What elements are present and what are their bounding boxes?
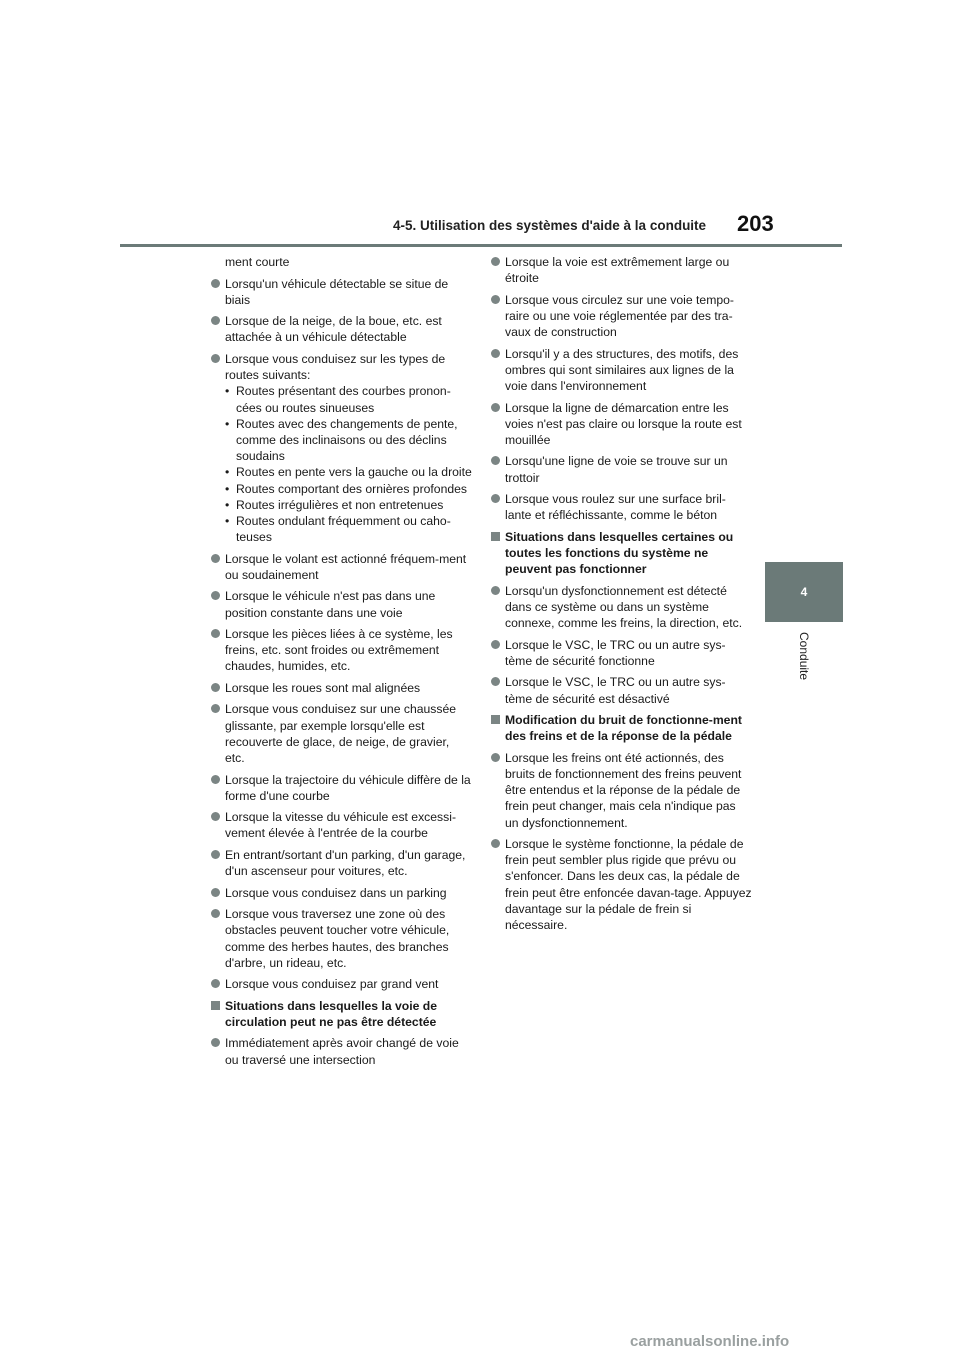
bullet-icon <box>211 683 220 692</box>
bullet-icon <box>211 979 220 988</box>
list-item: Lorsque le volant est actionné fréquem-ment ou soudainement <box>210 551 472 583</box>
bullet-icon <box>491 677 500 686</box>
bullet-icon <box>211 888 220 897</box>
list-item: Lorsque le véhicule n'est pas dans une position constante dans une voie <box>210 588 472 620</box>
right-column <box>490 254 752 939</box>
list-item: ment courte <box>225 255 290 269</box>
list-item: Lorsque vous roulez sur une surface bril-lante et réfléchissante, comme le béton <box>490 491 752 523</box>
bullet-icon <box>211 1038 220 1047</box>
sub-item: • Routes en pente vers la gauche ou la droite <box>225 465 472 480</box>
list-item: En entrant/sortant d'un parking, d'un garage, d'un ascenseur pour voitures, etc. <box>210 847 472 879</box>
bullet-icon <box>491 640 500 649</box>
sub-item: • Routes présentant des courbes pronon-cées ou routes sinueuses <box>225 384 451 415</box>
watermark: carmanualsonline.info <box>630 1333 790 1350</box>
left-column <box>210 254 472 1073</box>
bullet-icon <box>491 586 500 595</box>
bullet-icon <box>491 349 500 358</box>
list-item: Lorsque le système fonctionne, la pédale de frein peut sembler plus rigide que prévu ou s'enfoncer. Dans les deux cas, la pédale de frein peut être enfoncée davan-tage. Appuyez davantage sur la pédale de frein si nécessaire. <box>490 836 752 933</box>
square-bullet-icon <box>491 715 500 724</box>
section-heading: Situations dans lesquelles la voie de circulation peut ne pas être détectée <box>210 998 472 1030</box>
sub-item: • Routes comportant des ornières profondes <box>225 481 468 496</box>
bullet-icon <box>491 494 500 503</box>
list-item: Lorsque les pièces liées à ce système, les freins, etc. sont froides ou extrêmement chaudes, humides, etc. <box>210 626 472 675</box>
square-bullet-icon <box>211 1001 220 1010</box>
list-item: Lorsqu'il y a des structures, des motifs, des ombres qui sont similaires aux lignes de la voie dans l'environnement <box>490 346 752 395</box>
list-item: Lorsque vous conduisez par grand vent <box>210 976 472 992</box>
bullet-icon <box>491 456 500 465</box>
list-item: Lorsque de la neige, de la boue, etc. est attachée à un véhicule détectable <box>210 313 472 345</box>
header-divider <box>120 244 842 247</box>
bullet-icon <box>211 279 220 288</box>
list-item: Lorsque les roues sont mal alignées <box>210 680 472 696</box>
bullet-icon <box>211 629 220 638</box>
list-item: Lorsque la trajectoire du véhicule diffère de la forme d'une courbe <box>210 772 472 804</box>
bullet-icon <box>491 753 500 762</box>
section-title: 4-5. Utilisation des systèmes d'aide à la conduite <box>393 218 707 233</box>
chapter-label: Conduite <box>797 632 811 681</box>
sub-item: • Routes irrégulières et non entretenues <box>225 497 444 512</box>
bullet-icon <box>491 839 500 848</box>
list-item: Lorsqu'une ligne de voie se trouve sur un trottoir <box>490 453 752 485</box>
sub-item: • Routes ondulant fréquemment ou caho-teuses <box>225 513 451 545</box>
list-item: Lorsque la voie est extrêmement large ou étroite <box>490 254 752 286</box>
bullet-icon <box>211 812 220 821</box>
list-item: Lorsque les freins ont été actionnés, des bruits de fonctionnement des freins peuvent être entendus et la réponse de la pédale de frein peut changer, mais cela n'indique pas un dysfonctionnement. <box>490 750 752 831</box>
bullet-icon <box>211 704 220 713</box>
sub-item: • Routes avec des changements de pente, comme des inclinaisons ou des déclins soudains <box>225 416 458 464</box>
bullet-icon <box>211 591 220 600</box>
bullet-icon <box>211 850 220 859</box>
list-item: Lorsque vous circulez sur une voie tempo-raire ou une voie réglementée par des tra-vaux de construction <box>490 292 752 341</box>
list-item: Lorsque vous traversez une zone où des obstacles peuvent toucher votre véhicule, comme des herbes hautes, des branches d'arbre, un rideau, etc. <box>210 906 472 971</box>
list-item: Lorsque le VSC, le TRC ou un autre sys-tème de sécurité fonctionne <box>490 637 752 669</box>
list-item: Lorsque la ligne de démarcation entre les voies n'est pas claire ou lorsque la route est mouillée <box>490 400 752 449</box>
bullet-icon <box>491 295 500 304</box>
chapter-number: 4 <box>800 585 808 599</box>
list-item: Lorsque la vitesse du véhicule est excessi-vement élevée à l'entrée de la courbe <box>210 809 472 841</box>
list-item: Lorsqu'un dysfonctionnement est détecté dans ce système ou dans un système connexe, comme les freins, la direction, etc. <box>490 583 752 632</box>
bullet-icon <box>211 316 220 325</box>
bullet-icon <box>491 403 500 412</box>
list-item: Lorsqu'un véhicule détectable se situe de biais <box>210 276 472 308</box>
list-item: Lorsque le VSC, le TRC ou un autre sys-tème de sécurité est désactivé <box>490 674 752 706</box>
bullet-icon <box>211 554 220 563</box>
list-item: Lorsque vous conduisez sur une chaussée glissante, par exemple lorsqu'elle est recouverte de glace, de neige, de gravier, etc. <box>210 701 472 766</box>
section-heading: Modification du bruit de fonctionne-ment des freins et de la réponse de la pédale <box>490 712 752 744</box>
page-number: 203 <box>737 211 774 236</box>
bullet-icon <box>211 354 220 363</box>
bullet-icon <box>491 257 500 266</box>
section-heading: Situations dans lesquelles certaines ou toutes les fonctions du système ne peuvent pas fonctionner <box>490 529 752 578</box>
bullet-icon <box>211 775 220 784</box>
list-item: Immédiatement après avoir changé de voie ou traversé une intersection <box>210 1035 472 1067</box>
bullet-icon <box>211 909 220 918</box>
chapter-tab[interactable] <box>765 562 843 622</box>
list-item: Lorsque vous conduisez dans un parking <box>210 885 472 901</box>
square-bullet-icon <box>491 532 500 541</box>
list-item: Lorsque vous conduisez sur les types de routes suivants: • Routes présentant des courbes pronon-cées ou routes sinueuses • Routes avec des changements de pente, comme des inclinaisons ou des déclins soudains • Routes en pente vers la gauche ou la droite • Routes comportant des ornières profondes • Routes irrégulières et non entretenues • Routes ondulant fréquemment ou caho-teuses <box>210 351 472 545</box>
